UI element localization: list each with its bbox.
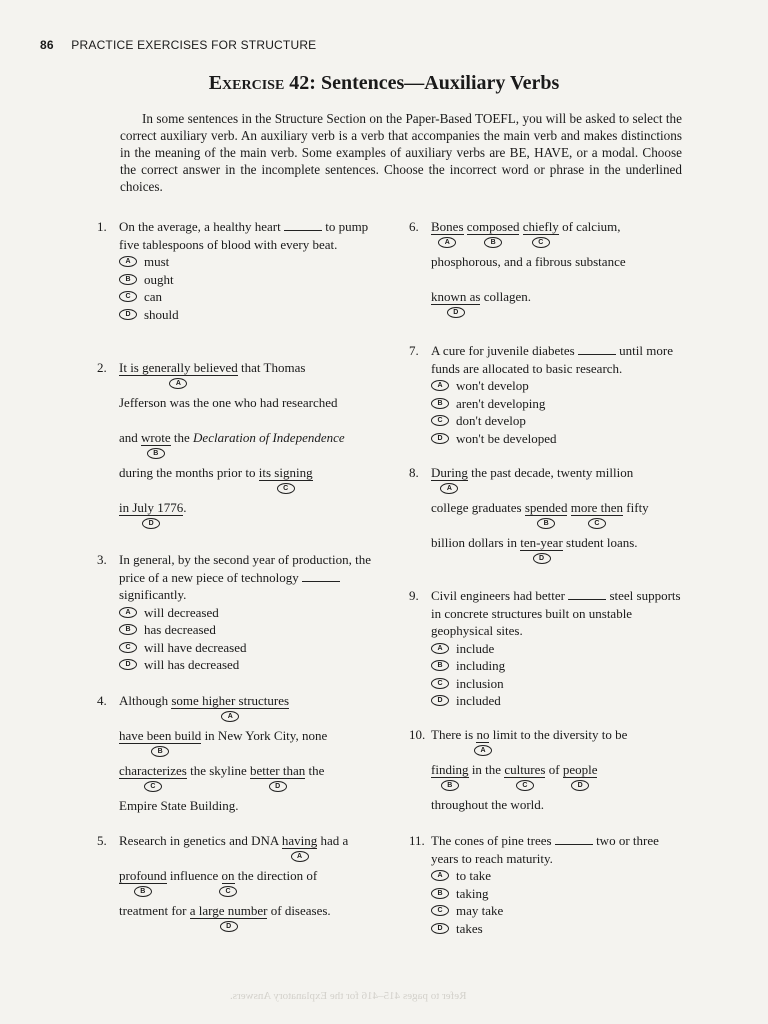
question-number: 9.	[409, 588, 419, 603]
stem-text: collagen.	[480, 289, 532, 304]
underlined-text: spended	[524, 500, 568, 515]
bubble-a-icon[interactable]: A	[431, 870, 449, 881]
answer-blank	[302, 570, 340, 582]
title-rest: 42: Sentences—Auxiliary Verbs	[284, 72, 560, 94]
underlined-text: a large number	[189, 903, 268, 918]
question-stem	[431, 832, 689, 867]
stem-text: phosphorous, and a fibrous substance	[431, 254, 626, 269]
question-2	[97, 359, 377, 534]
option-text: takes	[456, 920, 483, 936]
option-c[interactable]	[431, 902, 689, 920]
bubble-a-icon[interactable]: A	[119, 607, 137, 618]
question-8	[409, 464, 689, 569]
bubble-c-icon[interactable]: C	[119, 291, 137, 302]
stem-text: Jefferson was the one who had researched	[119, 395, 338, 410]
question-number: 8.	[409, 465, 419, 480]
underlined-choice-d[interactable]	[520, 534, 563, 562]
underlined-text: better than	[250, 763, 306, 778]
stem-text: that Thomas	[237, 360, 306, 375]
bubble-d-icon[interactable]: D	[571, 780, 589, 791]
question-stem	[431, 464, 689, 569]
stem-text: A cure for juvenile diabetes	[431, 343, 575, 358]
stem-text: fifty	[623, 500, 649, 515]
stem-line	[119, 727, 377, 762]
stem-text: On the average, a healthy heart	[119, 219, 281, 234]
stem-text: until more funds are allocated to basic research.	[431, 343, 673, 376]
stem-line	[431, 218, 689, 253]
question-stem	[119, 359, 377, 534]
underlined-text: people	[562, 762, 598, 777]
stem-text: to pump five tablespoons of blood with every beat.	[119, 219, 369, 252]
stem-text: and	[119, 430, 142, 445]
option-b[interactable]	[431, 657, 689, 675]
stem-line	[119, 499, 377, 534]
option-d[interactable]	[119, 656, 377, 674]
bubble-a-icon[interactable]: A	[440, 483, 458, 494]
option-text: ought	[144, 271, 174, 287]
bubble-b-icon[interactable]: B	[431, 398, 449, 409]
stem-text: of diseases.	[267, 903, 331, 918]
bubble-c-icon[interactable]: C	[516, 780, 534, 791]
bubble-d-icon[interactable]: D	[119, 309, 137, 320]
option-b[interactable]	[431, 395, 689, 413]
stem-text: steel supports in concrete structures built on unstable geophysical sites.	[431, 588, 681, 638]
bubble-d-icon[interactable]: D	[431, 433, 449, 444]
underlined-choice-a[interactable]	[119, 359, 238, 387]
question-stem	[119, 832, 377, 937]
question-9	[409, 587, 689, 710]
underlined-choice-b[interactable]	[119, 867, 167, 895]
bubble-a-icon[interactable]: A	[291, 851, 309, 862]
option-a[interactable]	[431, 867, 689, 885]
stem-text: the	[305, 763, 325, 778]
stem-text: had a	[317, 833, 349, 848]
question-1	[97, 218, 377, 323]
stem-line	[119, 394, 377, 429]
bubble-c-icon[interactable]: C	[431, 905, 449, 916]
stem-text: In general, by the second year of production, the price of a new piece of technology	[119, 552, 371, 585]
option-c[interactable]	[119, 288, 377, 306]
question-5	[97, 832, 377, 937]
stem-line	[119, 464, 377, 499]
underlined-text: known as	[431, 289, 481, 304]
underlined-text: profound	[119, 868, 167, 883]
option-a[interactable]	[431, 377, 689, 395]
question-4	[97, 692, 377, 832]
bubble-b-icon[interactable]: B	[484, 237, 502, 248]
stem-text: college graduates	[431, 500, 525, 515]
underlined-text: have been build	[119, 728, 202, 743]
stem-text: Empire State Building.	[119, 798, 239, 813]
bubble-b-icon[interactable]: B	[119, 624, 137, 635]
bubble-d-icon[interactable]: D	[447, 307, 465, 318]
stem-text: during the months prior to	[119, 465, 259, 480]
bubble-a-icon[interactable]: A	[169, 378, 187, 389]
answer-blank	[568, 588, 606, 600]
bubble-d-icon[interactable]: D	[142, 518, 160, 529]
underlined-text: Bones	[431, 219, 464, 234]
bubble-d-icon[interactable]: D	[220, 921, 238, 932]
stem-text: The cones of pine trees	[431, 833, 552, 848]
option-text: including	[456, 658, 506, 673]
underlined-choice-c[interactable]	[258, 464, 313, 492]
underlined-text: composed	[466, 219, 520, 234]
stem-text: the	[170, 430, 194, 445]
option-text: inclusion	[456, 675, 504, 691]
underlined-choice-d[interactable]	[189, 902, 268, 930]
underlined-choice-d[interactable]	[562, 761, 598, 789]
option-text: don't develop	[456, 413, 526, 428]
question-number: 2.	[97, 360, 107, 375]
stem-line	[431, 796, 689, 831]
underlined-choice-b[interactable]	[431, 761, 469, 789]
stem-line	[119, 902, 377, 937]
question-3	[97, 551, 377, 674]
underlined-text: its signing	[258, 465, 313, 480]
stem-line	[119, 797, 377, 832]
underlined-choice-d[interactable]	[431, 288, 481, 316]
option-text: to take	[456, 868, 492, 883]
question-stem	[119, 692, 377, 832]
bubble-d-icon[interactable]: D	[431, 695, 449, 706]
option-b[interactable]	[431, 885, 689, 903]
option-text: may take	[456, 903, 504, 918]
option-c[interactable]	[431, 675, 689, 693]
stem-line	[431, 253, 689, 288]
bubble-c-icon[interactable]: C	[277, 483, 295, 494]
underlined-text: having	[281, 833, 318, 848]
question-stem	[431, 587, 689, 640]
underlined-choice-a[interactable]	[476, 726, 490, 754]
stem-line	[431, 726, 689, 761]
stem-text: influence	[166, 868, 222, 883]
bubble-b-icon[interactable]: B	[151, 746, 169, 757]
underlined-text: wrote	[141, 430, 171, 445]
option-d[interactable]	[431, 692, 689, 710]
underlined-choice-a[interactable]	[431, 218, 464, 246]
option-a[interactable]	[431, 640, 689, 658]
question-number: 5.	[97, 833, 107, 848]
option-text: aren't developing	[456, 395, 546, 411]
stem-text: the direction of	[234, 868, 318, 883]
bubble-a-icon[interactable]: A	[474, 745, 492, 756]
stem-line	[431, 534, 689, 569]
underlined-text: in July 1776	[119, 500, 184, 515]
underlined-text: ten-year	[520, 535, 563, 550]
option-text: won't develop	[456, 378, 529, 393]
stem-line	[119, 832, 377, 867]
bubble-b-icon[interactable]: B	[431, 660, 449, 671]
stem-text: Civil engineers had better	[431, 588, 565, 603]
bubble-d-icon[interactable]: D	[119, 659, 137, 670]
stem-text: throughout the world.	[431, 797, 545, 812]
bubble-a-icon[interactable]: A	[431, 380, 449, 391]
underlined-choice-a[interactable]	[171, 692, 290, 720]
page-number: 86	[40, 38, 54, 52]
option-d[interactable]	[119, 306, 377, 324]
option-text: included	[456, 693, 501, 708]
stem-text: of	[545, 762, 563, 777]
bubble-d-icon[interactable]: D	[269, 781, 287, 792]
underlined-text: no	[476, 727, 490, 742]
option-b[interactable]	[119, 621, 377, 639]
bubble-b-icon[interactable]: B	[119, 274, 137, 285]
option-text: must	[144, 254, 170, 269]
underlined-choice-b[interactable]	[466, 218, 520, 246]
stem-text: student loans.	[562, 535, 638, 550]
question-stem	[119, 218, 377, 253]
stem-text: significantly.	[119, 587, 187, 602]
running-title: PRACTICE EXERCISES FOR STRUCTURE	[71, 38, 317, 52]
running-head	[40, 38, 316, 52]
stem-text: the past decade, twenty million	[467, 465, 634, 480]
underlined-text: characterizes	[119, 763, 187, 778]
intro-paragraph: In some sentences in the Structure Section on the Paper-Based TOEFL, you will be asked to select the correct auxiliary verb. An auxiliary verb is a verb that accompanies the main verb and makes distinctions in the meaning of the main verb. Some examples of auxiliary verbs are BE, HAVE, or a modal. Choose the correct answer in the incomplete sentences. Choose the incorrect word or phrase in the underlined choices.	[120, 111, 682, 194]
stem-line	[119, 867, 377, 902]
option-text: taking	[456, 885, 489, 901]
exercise-title	[0, 72, 768, 95]
stem-text: in New York City, none	[201, 728, 328, 743]
question-10	[409, 726, 689, 831]
stem-line	[431, 499, 689, 534]
option-text: has decreased	[144, 622, 216, 637]
stem-line	[119, 429, 377, 464]
bubble-c-icon[interactable]: C	[144, 781, 162, 792]
underlined-choice-c[interactable]	[119, 762, 187, 790]
question-11	[409, 832, 689, 937]
option-text: can	[144, 289, 163, 304]
bubble-d-icon[interactable]: D	[533, 553, 551, 564]
bubble-b-icon[interactable]: B	[441, 780, 459, 791]
bubble-b-icon[interactable]: B	[147, 448, 165, 459]
option-c[interactable]	[431, 412, 689, 430]
question-6	[409, 218, 689, 323]
bubble-c-icon[interactable]: C	[431, 415, 449, 426]
title-prefix: Exercise	[208, 72, 285, 94]
underlined-choice-a[interactable]	[281, 832, 318, 860]
question-stem	[431, 218, 689, 323]
bubble-a-icon[interactable]: A	[431, 643, 449, 654]
underlined-choice-a[interactable]	[431, 464, 468, 492]
stem-line	[431, 288, 689, 323]
question-number: 4.	[97, 693, 107, 708]
bubble-c-icon[interactable]: C	[219, 886, 237, 897]
underlined-text: on	[221, 868, 235, 883]
question-number: 1.	[97, 219, 107, 234]
option-text: will has decreased	[144, 657, 240, 672]
underlined-choice-c[interactable]	[504, 761, 546, 789]
stem-text: treatment for	[119, 903, 190, 918]
question-stem	[119, 551, 377, 604]
option-text: include	[456, 640, 495, 656]
stem-line	[431, 761, 689, 796]
bubble-c-icon[interactable]: C	[532, 237, 550, 248]
stem-line	[119, 359, 377, 394]
option-text: will have decreased	[144, 639, 247, 655]
underlined-text: cultures	[504, 762, 546, 777]
underlined-text: chiefly	[522, 219, 559, 234]
underlined-text: During	[431, 465, 468, 480]
underlined-text: more then	[570, 500, 624, 515]
stem-text: Although	[119, 693, 172, 708]
option-d[interactable]	[431, 430, 689, 448]
stem-text: billion dollars in	[431, 535, 521, 550]
stem-text: in the	[468, 762, 505, 777]
option-d[interactable]	[431, 920, 689, 938]
stem-line	[431, 464, 689, 499]
option-a[interactable]	[119, 604, 377, 622]
underlined-choice-b[interactable]	[141, 429, 171, 457]
underlined-choice-c[interactable]	[522, 218, 559, 246]
footer-note: Refer to pages 415–416 for the Explanatory Answers.	[230, 990, 467, 1002]
bubble-b-icon[interactable]: B	[537, 518, 555, 529]
underlined-choice-d[interactable]	[250, 762, 306, 790]
bubble-a-icon[interactable]: A	[438, 237, 456, 248]
question-7	[409, 342, 689, 447]
option-a[interactable]	[119, 253, 377, 271]
bubble-d-icon[interactable]: D	[431, 923, 449, 934]
underlined-choice-b[interactable]	[524, 499, 568, 527]
stem-text: There is	[431, 727, 477, 742]
underlined-choice-d[interactable]	[119, 499, 184, 527]
answer-blank	[555, 833, 593, 845]
bubble-c-icon[interactable]: C	[588, 518, 606, 529]
stem-text: limit to the diversity to be	[489, 727, 628, 742]
option-text: will decreased	[144, 604, 219, 620]
underlined-choice-c[interactable]	[221, 867, 235, 895]
underlined-choice-b[interactable]	[119, 727, 202, 755]
bubble-b-icon[interactable]: B	[134, 886, 152, 897]
option-b[interactable]	[119, 271, 377, 289]
bubble-c-icon[interactable]: C	[119, 642, 137, 653]
stem-text: of calcium,	[558, 219, 621, 234]
italic-title: Declaration of Independence	[193, 430, 345, 445]
option-text: should	[144, 306, 179, 322]
question-stem	[431, 342, 689, 377]
stem-text: .	[183, 500, 187, 515]
option-text: won't be developed	[456, 430, 557, 446]
bubble-b-icon[interactable]: B	[431, 888, 449, 899]
stem-line	[119, 692, 377, 727]
stem-line	[119, 762, 377, 797]
bubble-a-icon[interactable]: A	[119, 256, 137, 267]
underlined-text: It is generally believed	[119, 360, 238, 375]
answer-blank	[284, 219, 322, 231]
bubble-a-icon[interactable]: A	[221, 711, 239, 722]
underlined-text: some higher structures	[171, 693, 290, 708]
stem-text: Research in genetics and DNA	[119, 833, 282, 848]
question-stem	[431, 726, 689, 831]
underlined-choice-c[interactable]	[570, 499, 624, 527]
stem-text: two or three years to reach maturity.	[431, 833, 659, 866]
underlined-text: finding	[431, 762, 469, 777]
question-number: 6.	[409, 219, 419, 234]
option-c[interactable]	[119, 639, 377, 657]
question-number: 3.	[97, 552, 107, 567]
stem-text: the skyline	[186, 763, 251, 778]
bubble-c-icon[interactable]: C	[431, 678, 449, 689]
answer-blank	[578, 343, 616, 355]
question-number: 11.	[409, 833, 425, 848]
question-number: 7.	[409, 343, 419, 358]
question-number: 10.	[409, 727, 426, 742]
